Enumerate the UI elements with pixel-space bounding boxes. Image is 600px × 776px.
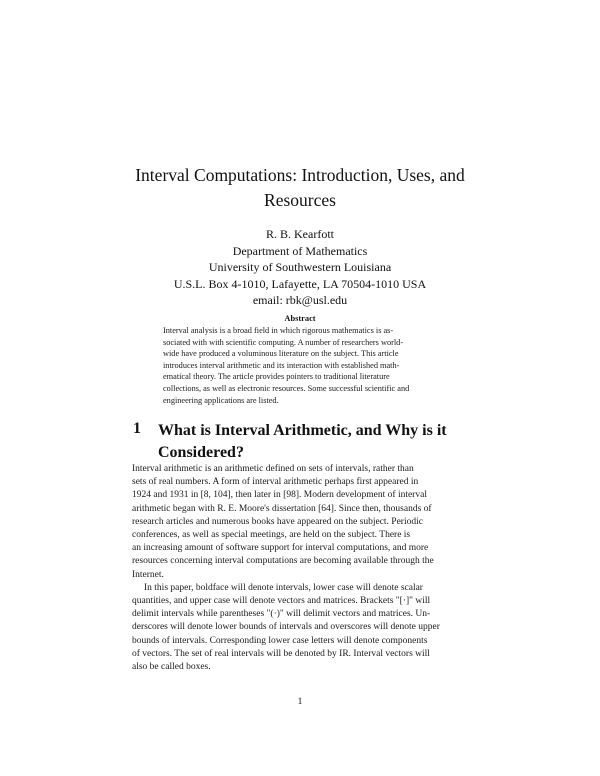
author-name: R. B. Kearfott bbox=[266, 227, 334, 241]
author-university: University of Southwestern Louisiana bbox=[208, 260, 392, 274]
paragraph-line: conferences, as well as special meetings, are held on the subject. There is bbox=[132, 530, 411, 541]
paragraph-line: of vectors. The set of real intervals will be denoted by IR. Interval vectors will bbox=[132, 648, 430, 659]
abstract-line: sociated with with scientific computing. A number of researchers world- bbox=[163, 337, 404, 347]
author-email: email: rbk@usl.edu bbox=[252, 293, 348, 307]
paragraph-line: In this paper, boldface will denote intervals, lower case will denote scalar bbox=[144, 582, 423, 593]
paragraph-line: sets of real numbers. A form of interval arithmetic perhaps first appeared in bbox=[132, 477, 419, 488]
paper-title bbox=[110, 163, 490, 213]
page-number: 1 bbox=[297, 697, 303, 707]
title-line-2: Resources bbox=[264, 190, 336, 210]
abstract-line: Interval analysis is a broad field in which rigorous mathematics is as- bbox=[163, 326, 394, 335]
section-body bbox=[132, 463, 472, 674]
section-title-line-2: Considered? bbox=[158, 444, 244, 461]
abstract-line: engineering applications are listed. bbox=[163, 395, 279, 405]
paragraph-line: an increasing amount of software support for interval computations, and more bbox=[132, 543, 429, 554]
abstract-line: ematical theory. The article provides pointers to traditional literature bbox=[163, 372, 390, 382]
paragraph-line: arithmetic began with R. E. Moore's dissertation [64]. Since then, thousands of bbox=[132, 503, 432, 514]
paragraph-line: research articles and numerous books have appeared on the subject. Periodic bbox=[132, 516, 423, 527]
paragraph-line: quantities, and upper case will denote vectors and matrices. Brackets "[·]" will bbox=[132, 596, 431, 607]
paragraph-line: derscores will denote lower bounds of intervals and overscores will denote upper bbox=[132, 622, 440, 633]
abstract-heading: Abstract bbox=[284, 314, 316, 323]
paragraph-line: 1924 and 1931 in [8, 104], then later in [98]. Modern development of interval bbox=[132, 490, 427, 501]
paragraph-line: delimit intervals while parentheses "(·)" will delimit vectors and matrices. Un- bbox=[132, 609, 431, 620]
section-title-line-1: What is Interval Arithmetic, and Why is it bbox=[158, 422, 447, 439]
section-number: 1 bbox=[133, 420, 141, 437]
abstract-line: wide have produced a voluminous literature on the subject. This article bbox=[163, 349, 399, 359]
abstract-line: collections, as well as electronic resources. Some successful scientific and bbox=[163, 383, 410, 393]
paragraph-line: also be called boxes. bbox=[132, 662, 211, 673]
paragraph-line: Interval arithmetic is an arithmetic defined on sets of intervals, rather than bbox=[132, 464, 414, 474]
author-department: Department of Mathematics bbox=[232, 243, 368, 258]
paragraph-line: bounds of intervals. Corresponding lower case letters will denote components bbox=[132, 635, 428, 646]
author-block bbox=[150, 226, 450, 309]
author-address: U.S.L. Box 4-1010, Lafayette, LA 70504-1010 USA bbox=[173, 276, 427, 291]
title-line-1: Interval Computations: Introduction, Uses, and bbox=[135, 165, 465, 185]
abstract-body bbox=[163, 325, 447, 406]
section-title bbox=[158, 420, 478, 464]
paragraph-line: resources concerning interval computations are becoming available through the bbox=[132, 556, 434, 567]
paragraph-line: Internet. bbox=[132, 569, 164, 580]
abstract-line: introduces interval arithmetic and its interaction with established math- bbox=[163, 360, 400, 370]
